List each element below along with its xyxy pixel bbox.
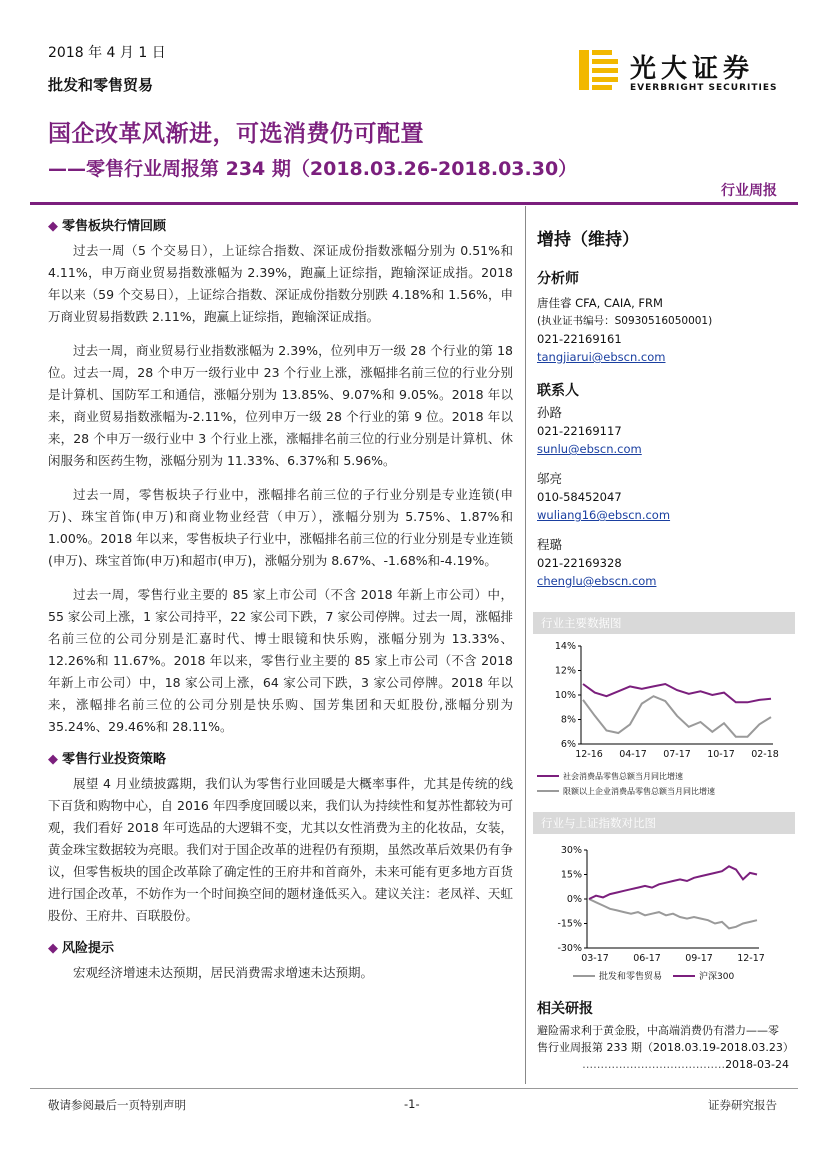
paragraph: 展望 4 月业绩披露期，我们认为零售行业回暖是大概率事件，尤其是传统的线下百货和购物中心，自 2016 年四季度回暖以来，我们认为持续性和复苏性都较为可观，我们看好 2018 年可选品的大逻辑不变，尤其以女性消费为主的化妆品，女装，黄金珠宝数据较为亮眼。我们对于国企改革的进程仍有预期，虽然改革后效果仍有争议，但零售板块的国企改革除了确定性的王府井和首商外，未来可能有更多地方百货进行国企改革，不妨作为一个时间换空间的题材逢低买入。建议关注：老凤祥、天虹股份、王府井、百联股份。 bbox=[48, 776, 513, 923]
related-label: 相关研报 bbox=[537, 1001, 593, 1017]
y-tick-label: 0% bbox=[566, 894, 582, 905]
x-tick-label: 06-17 bbox=[633, 953, 661, 964]
related-report-date: …………………………………2018-03-24 bbox=[582, 1058, 789, 1071]
chart1-retail-growth bbox=[533, 636, 795, 804]
analyst-email-link[interactable]: tangjiarui@ebscn.com bbox=[537, 350, 666, 364]
legend-label: 沪深300 bbox=[699, 972, 735, 982]
paragraph: 宏观经济增速未达预期，居民消费需求增速未达预期。 bbox=[73, 965, 374, 980]
y-tick-label: 12% bbox=[554, 665, 576, 677]
legend-label: 限额以上企业消费品零售总额当月同比增速 bbox=[563, 787, 715, 796]
footer-disclaimer: 敬请参阅最后一页特别声明 bbox=[48, 1098, 186, 1112]
paragraph: 过去一周，零售板块子行业中，涨幅排名前三位的子行业分别是专业连锁(申万)、珠宝首饰(申万)和商业物业经营（申万），涨幅分别为 5.75%、1.87%和 1.00%。2018 年以来，零售板块子行业中，涨幅排名前三位的行业分别是专业连锁(申万)、珠宝首饰(申万)和超市(申万)，涨幅分别为 8.67%、-1.68%和-4.19%。 bbox=[48, 487, 513, 568]
analyst-name: 唐佳睿 CFA, CAIA, FRM bbox=[537, 296, 663, 310]
logo-text-en: EVERBRIGHT SECURITIES bbox=[630, 83, 778, 93]
contact-item bbox=[537, 536, 792, 590]
y-tick-label: 10% bbox=[554, 690, 576, 701]
dotted-leader: ………………………………… bbox=[582, 1058, 726, 1071]
chart1-title: 行业主要数据图 bbox=[533, 612, 795, 634]
y-tick-label: 30% bbox=[560, 845, 582, 856]
column-divider bbox=[525, 206, 526, 1084]
contact-label: 联系人 bbox=[537, 383, 579, 399]
contact-item bbox=[537, 470, 792, 524]
contact-name: 孙路 bbox=[537, 405, 563, 420]
legend-label: 批发和零售贸易 bbox=[599, 972, 663, 982]
contact-item bbox=[537, 404, 792, 458]
analyst-cert: (执业证书编号：S0930516050001) bbox=[537, 315, 713, 327]
x-tick-label: 07-17 bbox=[663, 749, 691, 760]
y-tick-label: 8% bbox=[560, 714, 576, 726]
contact-phone: 010-58452047 bbox=[537, 490, 622, 504]
main-column bbox=[48, 215, 513, 984]
x-tick-label: 12-16 bbox=[575, 749, 603, 760]
everbright-logo-icon bbox=[579, 50, 619, 90]
contact-name: 邬亮 bbox=[537, 471, 563, 486]
x-tick-label: 03-17 bbox=[581, 953, 609, 964]
diamond-icon: ◆ bbox=[48, 219, 58, 234]
chart2-index-compare bbox=[533, 838, 795, 988]
paragraph: 过去一周，零售行业主要的 85 家上市公司（不含 2018 年新上市公司）中，55 家公司上涨，1 家公司持平，22 家公司下跌，7 家公司停牌。过去一周，涨幅排名前三位的公司分别是汇嘉时代、博士眼镜和快乐购，涨幅分别为 13.33%、12.26%和 11.67%。2018 年以来，零售行业主要的 85 家上市公司（不含 2018 年新上市公司）中，18 家公司上涨，64 家公司下跌，3 家公司停牌。2018 年以来，涨幅排名前三位的公司分别是快乐购、国芳集团和天虹股份,涨幅分别为 35.24%、29.46%和 28.11%。 bbox=[48, 587, 513, 734]
related-report-link[interactable]: 避险需求利于黄金股，中高端消费仍有潜力——零售行业周报第 233 期（2018.03.19-2018.03.23） bbox=[537, 1024, 794, 1054]
page-number: -1- bbox=[404, 1097, 420, 1111]
industry-sector: 批发和零售贸易 bbox=[48, 76, 154, 94]
footer-report-label: 证券研究报告 bbox=[708, 1098, 777, 1112]
x-tick-label: 12-17 bbox=[737, 953, 765, 964]
report-type: 行业周报 bbox=[721, 183, 777, 199]
report-date: 2018 年 4 月 1 日 bbox=[48, 45, 166, 61]
section-heading: ◆ 零售行业投资策略 bbox=[48, 752, 167, 767]
footer-divider bbox=[30, 1088, 798, 1089]
x-tick-label: 04-17 bbox=[619, 749, 647, 760]
paragraph: 过去一周（5 个交易日），上证综合指数、深证成份指数涨幅分别为 0.51%和 4.11%，申万商业贸易指数涨幅为 2.39%，跑赢上证综指，跑输深证成指。2018 年以来（59 个交易日），上证综合指数、深证成份指数分别跌 4.18%和 1.56%，申万商业贸易指数跌 2.11%，跑赢上证综指，跑输深证成指。 bbox=[48, 243, 513, 324]
y-tick-label: 14% bbox=[554, 641, 576, 652]
contact-email-link[interactable]: wuliang16@ebscn.com bbox=[537, 508, 671, 522]
page-subtitle: ——零售行业周报第 234 期（2018.03.26-2018.03.30） bbox=[48, 158, 578, 180]
y-tick-label: 6% bbox=[560, 739, 576, 750]
analyst-block bbox=[537, 268, 792, 590]
analyst-label: 分析师 bbox=[537, 271, 579, 287]
legend-label: 社会消费品零售总额当月同比增速 bbox=[563, 772, 683, 781]
contact-phone: 021-22169117 bbox=[537, 424, 622, 438]
rating: 增持（维持） bbox=[537, 230, 639, 250]
series-line-1 bbox=[589, 866, 757, 899]
section-heading: ◆ 风险提示 bbox=[48, 941, 115, 956]
y-tick-label: -15% bbox=[557, 918, 582, 930]
diamond-icon: ◆ bbox=[48, 941, 58, 956]
related-research bbox=[537, 998, 794, 1074]
section-heading: ◆ 零售板块行情回顾 bbox=[48, 219, 167, 234]
chart2-title: 行业与上证指数对比图 bbox=[533, 812, 795, 834]
y-tick-label: 15% bbox=[560, 869, 582, 881]
contact-email-link[interactable]: chenglu@ebscn.com bbox=[537, 574, 657, 588]
y-tick-label: -30% bbox=[557, 943, 582, 954]
logo-text-cn: 光大证券 bbox=[630, 54, 755, 84]
series-line-0 bbox=[583, 684, 771, 702]
page-title: 国企改革风渐进，可选消费仍可配置 bbox=[48, 121, 424, 147]
analyst-phone: 021-22169161 bbox=[537, 332, 622, 346]
contact-phone: 021-22169328 bbox=[537, 556, 622, 570]
header-divider bbox=[30, 202, 798, 205]
x-tick-label: 09-17 bbox=[685, 953, 713, 964]
series-line-0 bbox=[589, 899, 757, 928]
contact-name: 程璐 bbox=[537, 537, 563, 552]
diamond-icon: ◆ bbox=[48, 752, 58, 767]
contact-email-link[interactable]: sunlu@ebscn.com bbox=[537, 442, 642, 456]
x-tick-label: 02-18 bbox=[751, 749, 779, 760]
x-tick-label: 10-17 bbox=[707, 749, 735, 760]
paragraph: 过去一周，商业贸易行业指数涨幅为 2.39%，位列申万一级 28 个行业的第 18 位。过去一周，28 个申万一级行业中 23 个行业上涨，涨幅排名前三位的行业分别是计算机、国防军工和通信，涨幅分别为 13.85%、9.07%和 9.05%。2018 年以来，商业贸易指数涨幅为-2.11%，位列申万一级 28 个行业的第 9 位。2018 年以来，28 个申万一级行业中 3 个行业上涨，涨幅排名前三位的行业分别是计算机、休闲服务和医药生物，涨幅分别为 11.33%、6.37%和 5.96%。 bbox=[48, 343, 513, 468]
